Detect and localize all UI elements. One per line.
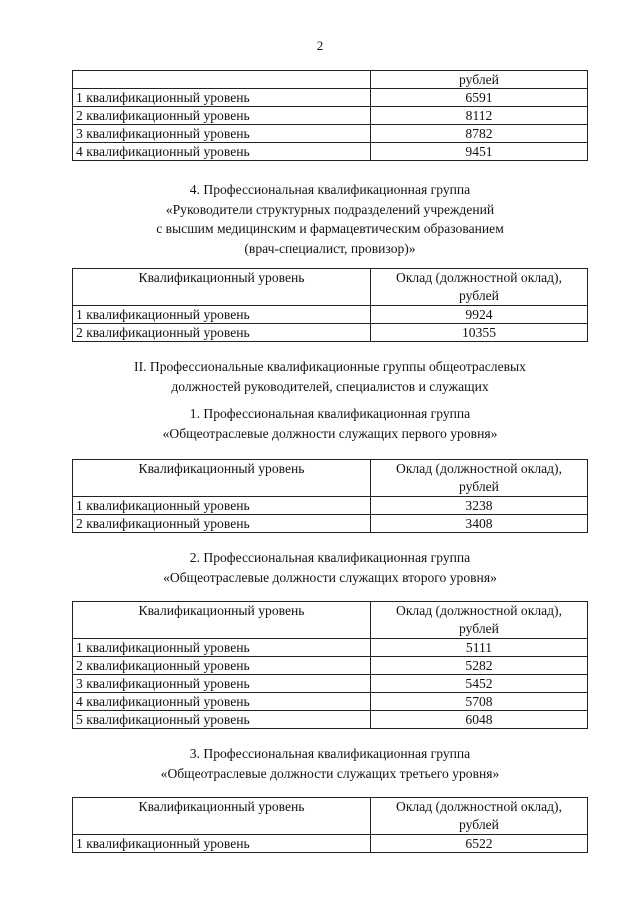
table-row: 1 квалификационный уровень 6591 (73, 89, 588, 107)
header-cell: рублей (371, 71, 588, 89)
table-header-row: Квалификационный уровень Оклад (должностной оклад), рублей (73, 798, 588, 835)
table-header-row (73, 71, 588, 89)
page-number: 2 (316, 38, 324, 53)
s2group1-heading: 1. Профессиональная квалификационная группа «Общеотраслевые должности служащих первого уровня» (162, 406, 498, 441)
table-row: 2 квалификационный уровень 3408 (73, 515, 588, 533)
table-header-row: Квалификационный уровень Оклад (должностной оклад), рублей (73, 602, 588, 639)
table-row: 4 квалификационный уровень 9451 (73, 143, 588, 161)
table-row: 1 квалификационный уровень 6522 (73, 835, 588, 853)
table-header-row: Квалификационный уровень Оклад (должностной оклад), рублей (73, 460, 588, 497)
table-row: 1 квалификационный уровень 5111 (73, 639, 588, 657)
s2group2-salary-table (72, 601, 588, 729)
s2group1-salary-table (72, 459, 588, 533)
s2group3-heading: 3. Профессиональная квалификационная группа «Общеотраслевые должности служащих третьего уровня» (160, 746, 500, 781)
continued-salary-table (72, 70, 588, 161)
table-header-row: Квалификационный уровень Оклад (должностной оклад), рублей (73, 269, 588, 306)
table-row: 1 квалификационный уровень 9924 (73, 306, 588, 324)
s2group3-salary-table (72, 797, 588, 853)
table-row: 2 квалификационный уровень 10355 (73, 324, 588, 342)
table-row: 3 квалификационный уровень 5452 (73, 675, 588, 693)
table-row: 2 квалификационный уровень 5282 (73, 657, 588, 675)
group4-heading: 4. Профессиональная квалификационная группа «Руководители структурных подразделений учреждений с высшим медицинским и фармацевтическим образованием (врач-специалист, провизор)» (156, 182, 504, 256)
table-row: 1 квалификационный уровень 3238 (73, 497, 588, 515)
table-row: 2 квалификационный уровень 8112 (73, 107, 588, 125)
table-row: 5 квалификационный уровень 6048 (73, 711, 588, 729)
section2-heading: II. Профессиональные квалификационные группы общеотраслевых должностей руководителей, специалистов и служащих (134, 359, 526, 394)
table-row: 3 квалификационный уровень 8782 (73, 125, 588, 143)
s2group2-heading: 2. Профессиональная квалификационная группа «Общеотраслевые должности служащих второго уровня» (163, 550, 497, 585)
table-row: 4 квалификационный уровень 5708 (73, 693, 588, 711)
group4-salary-table (72, 268, 588, 342)
